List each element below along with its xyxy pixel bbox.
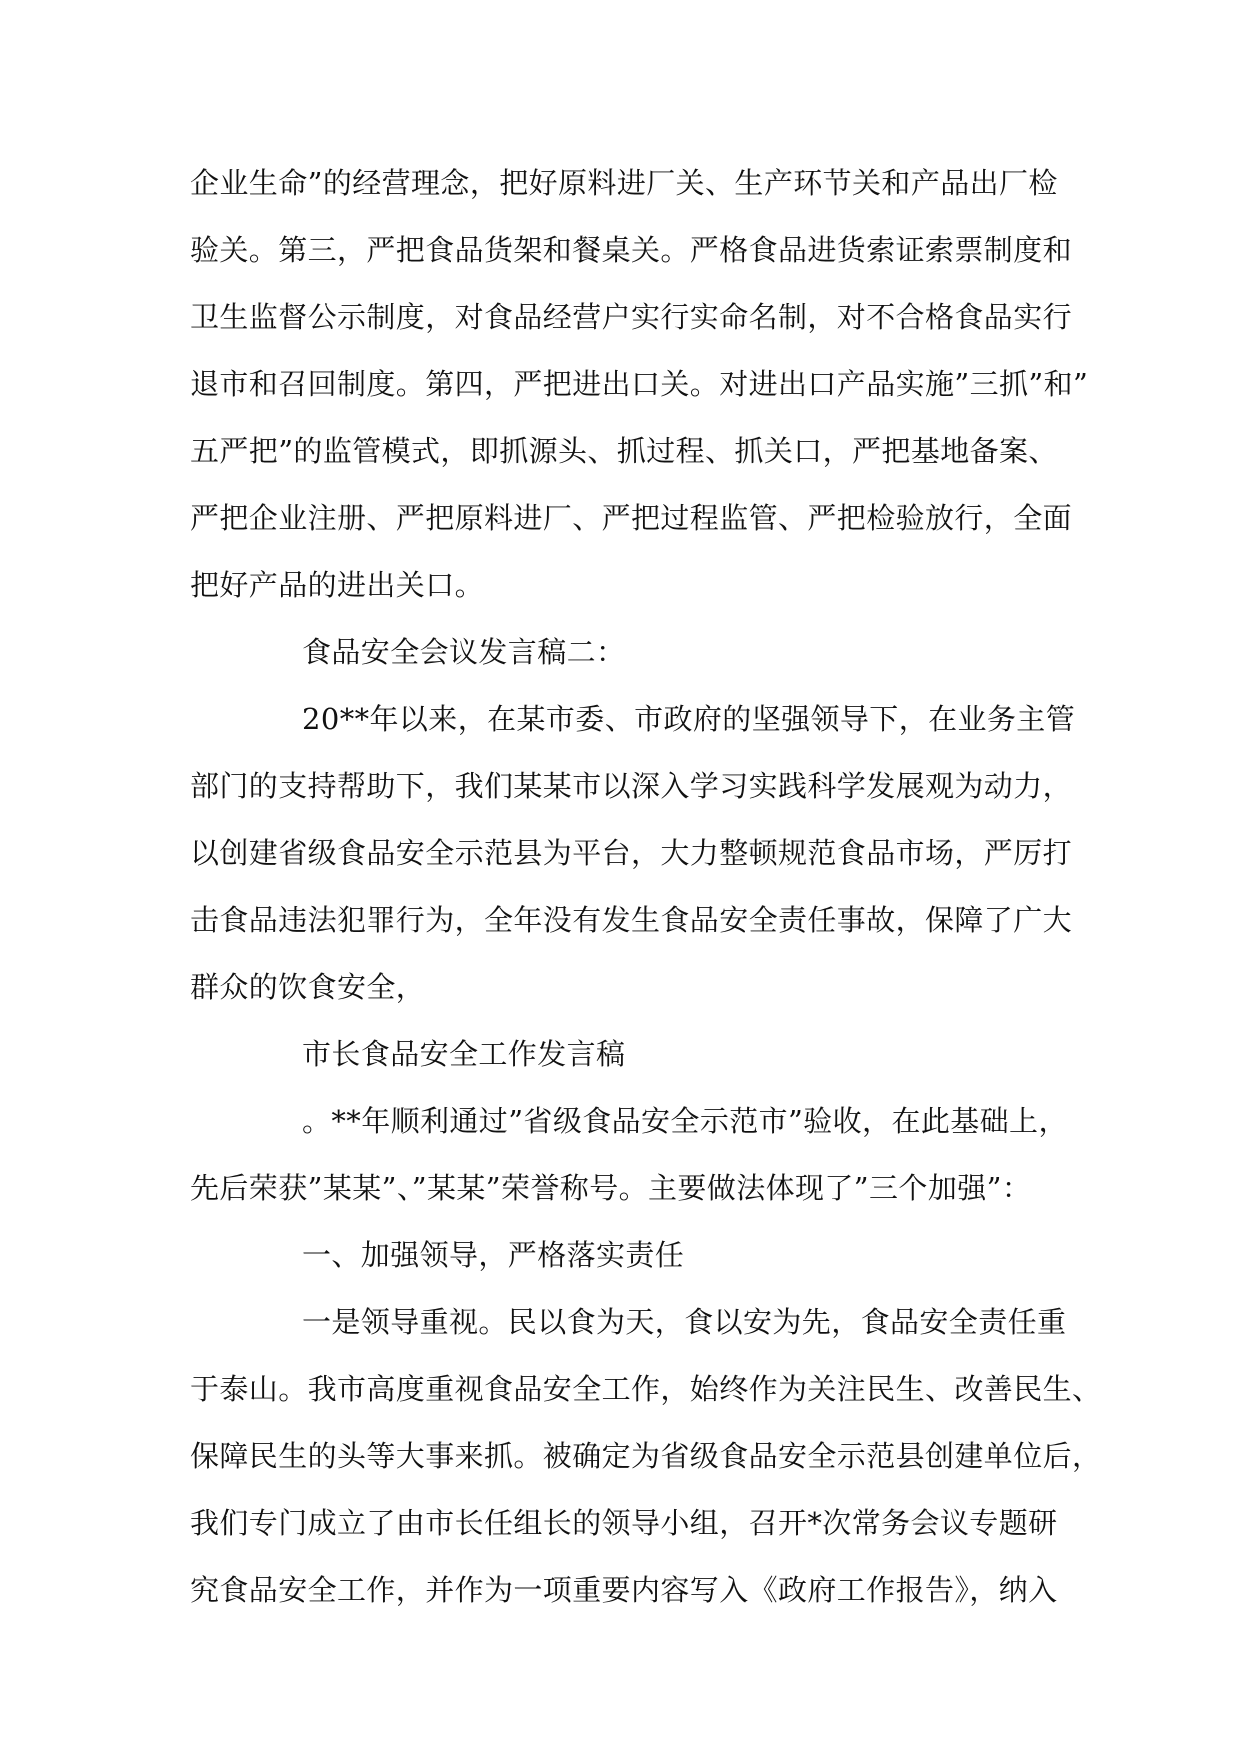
text-line: 企业生命”的经营理念，把好原料进厂关、生产环节关和产品出厂检 [190,166,1058,200]
text-line: 群众的饮食安全， [190,970,426,1004]
text-line: 究食品安全工作，并作为一项重要内容写入《政府工作报告》，纳入 [190,1573,1058,1607]
text-line: 验关。第三，严把食品货架和餐桌关。严格食品进货索证索票制度和 [190,233,1073,267]
text-line: 退市和召回制度。第四，严把进出口关。对进出口产品实施”三抓”和” [190,367,1089,401]
text-line: 我们专门成立了由市长任组长的领导小组，召开*次常务会议专题研 [190,1506,1058,1540]
paragraph-start: 一是领导重视。民以食为天，食以安为先，食品安全责任重 [302,1305,1067,1339]
text-line: 部门的支持帮助下，我们某某市以深入学习实践科学发展观为动力， [190,769,1073,803]
section-heading: 市长食品安全工作发言稿 [302,1037,626,1071]
document-body [190,150,1102,1624]
text-line: 把好产品的进出关口。 [190,568,485,602]
text-line: 击食品违法犯罪行为，全年没有发生食品安全责任事故，保障了广大 [190,903,1073,937]
text-line: 五严把”的监管模式，即抓源头、抓过程、抓关口，严把基地备案、 [190,434,1058,468]
text-line: 于泰山。我市高度重视食品安全工作，始终作为关注民生、改善民生、 [190,1372,1102,1406]
text-line: 卫生监督公示制度，对食品经营户实行实命名制，对不合格食品实行 [190,300,1073,334]
text-line: 严把企业注册、严把原料进厂、严把过程监管、严把检验放行，全面 [190,501,1073,535]
section-heading: 食品安全会议发言稿二： [302,635,626,669]
section-heading: 一、加强领导，严格落实责任 [302,1238,685,1272]
paragraph-start: 20**年以来，在某市委、市政府的坚强领导下，在业务主管 [302,702,1076,736]
text-line: 以创建省级食品安全示范县为平台，大力整顿规范食品市场，严厉打 [190,836,1073,870]
paragraph-start: 。**年顺利通过”省级食品安全示范市”验收，在此基础上， [302,1104,1068,1138]
text-line: 保障民生的头等大事来抓。被确定为省级食品安全示范县创建单位后， [190,1439,1102,1473]
text-line: 先后荣获”某某”、”某某”荣誉称号。主要做法体现了”三个加强”： [190,1171,1032,1205]
